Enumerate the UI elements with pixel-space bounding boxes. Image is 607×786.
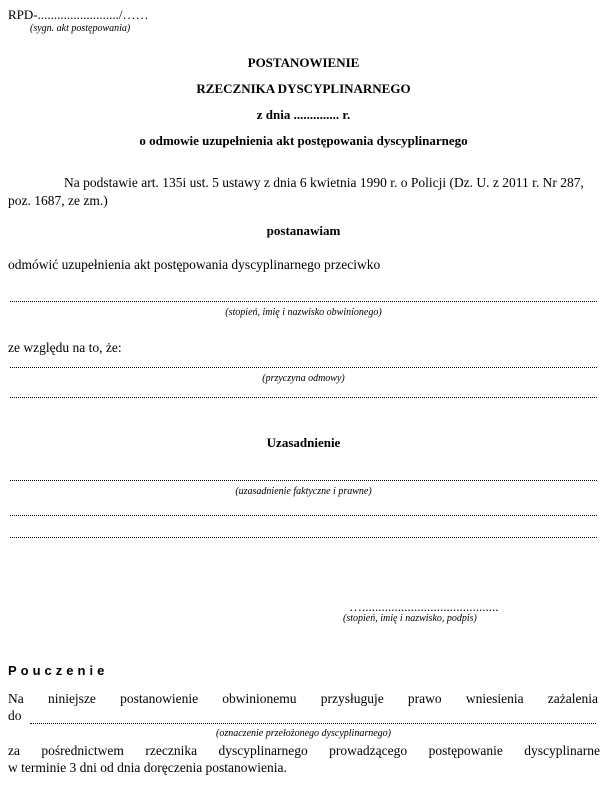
- accused-fill-line: [10, 301, 597, 302]
- document-issuer: RZECZNIKA DYSCYPLINARNEGO: [196, 81, 411, 96]
- case-number-caption: (sygn. akt postępowania): [30, 23, 131, 34]
- instruction-text-line-1: Na niniejsze postanowienie obwinionemu przysługuje prawo wniesienia zażalenia: [8, 691, 598, 706]
- document-title: POSTANOWIENIE: [247, 55, 360, 70]
- accused-caption: (stopień, imię i nazwisko obwinionego): [225, 307, 382, 318]
- justification-fill-line: [10, 480, 597, 481]
- document-subject: o odmowie uzupełnienia akt postępowania dyscyplinarnego: [139, 133, 468, 148]
- instruction-text-line-3: w terminie 3 dni od dnia doręczenia postanowienia.: [8, 760, 287, 775]
- document-date: z dnia .............. r.: [256, 107, 351, 122]
- reason-caption: (przyczyna odmowy): [262, 373, 345, 384]
- reason-fill-line-2: [10, 397, 597, 398]
- justification-caption: (uzasadnienie faktyczne i prawne): [235, 486, 372, 497]
- instruction-text-line-2: za pośrednictwem rzecznika dyscyplinarnego prowadzącego postępowanie dyscyplinarne: [8, 743, 600, 758]
- reason-fill-line: [10, 367, 597, 368]
- case-number-field: RPD-........................./……: [8, 7, 149, 22]
- decision-heading: postanawiam: [266, 223, 341, 238]
- reason-intro-text: ze względu na to, że:: [8, 340, 122, 355]
- instruction-heading: Pouczenie: [8, 663, 109, 678]
- signature-caption: (stopień, imię i nazwisko, podpis): [343, 613, 477, 624]
- legal-basis-paragraph: Na podstawie art. 135i ust. 5 ustawy z dnia 6 kwietnia 1990 r. o Policji (Dz. U. z 2011 r. Nr 287, poz. 1687, ze zm.): [8, 175, 584, 208]
- refusal-text: odmówić uzupełnienia akt postępowania dyscyplinarnego przeciwko: [8, 257, 381, 272]
- signature-line: …..........................................: [349, 599, 499, 614]
- instruction-do-prefix: do: [8, 708, 22, 723]
- justification-fill-line-2: [10, 515, 597, 516]
- superior-fill-line: [30, 723, 596, 724]
- superior-caption: (oznaczenie przełożonego dyscyplinarnego): [216, 728, 391, 739]
- justification-fill-line-3: [10, 537, 597, 538]
- justification-heading: Uzasadnienie: [266, 435, 341, 450]
